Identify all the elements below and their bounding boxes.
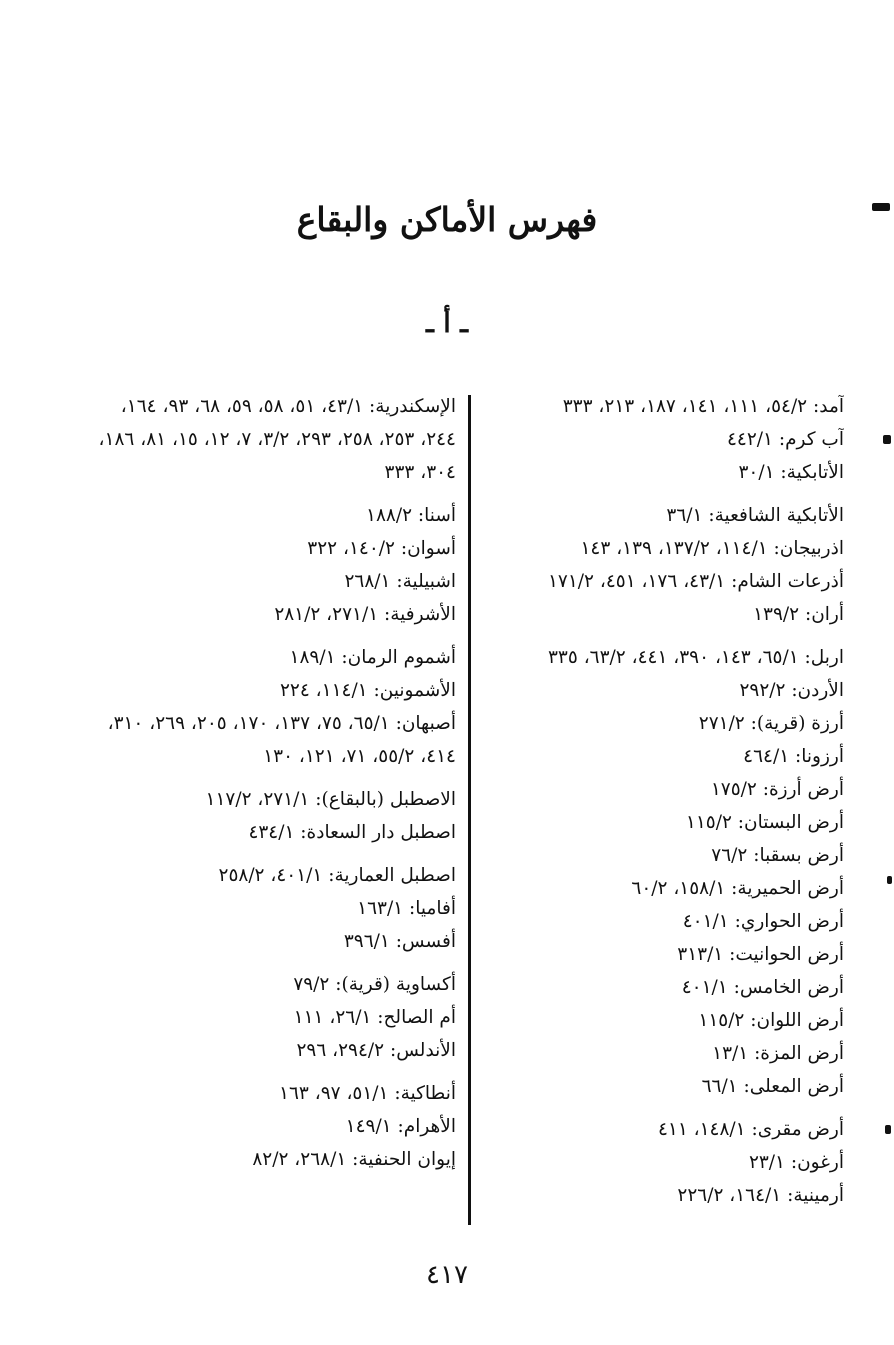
index-entry: أشموم الرمان: ١٨٩/١ — [289, 647, 456, 668]
index-entry: اصطبل العمارية: ٤٠١/١، ٢٥٨/٢ — [218, 865, 456, 886]
index-entry: أرزونا: ٤٦٤/١ — [743, 746, 844, 767]
edge-mark — [885, 1125, 891, 1134]
index-entry: أفسس: ٣٩٦/١ — [343, 931, 456, 952]
index-entry: اربل: ٦٥/١، ١٤٣، ٣٩٠، ٤٤١، ٦٣/٢، ٣٣٥ — [548, 647, 844, 668]
index-entry: أصبهان: ٦٥/١، ٧٥، ١٣٧، ١٧٠، ٢٠٥، ٢٦٩، ٣١٠، ٤١٤، ٥٥/٢، ٧١، ١٢١، ١٣٠ — [107, 713, 456, 767]
index-entry: الإسكندرية: ٤٣/١، ٥١، ٥٨، ٥٩، ٦٨، ٩٣، ١٦٤، ٢٤٤، ٢٥٣، ٢٥٨، ٢٩٣، ٣/٢، ٧، ١٢، ١٥، ٨١، ١٨٦، ٣٠٤، ٣٣٣ — [98, 396, 456, 483]
page-title: فهرس الأماكن والبقاع — [296, 200, 598, 239]
index-entry: أرض مقرى: ١٤٨/١، ٤١١ — [657, 1119, 844, 1140]
index-entry: الأردن: ٢٩٢/٢ — [739, 680, 844, 701]
edge-mark — [872, 203, 890, 211]
index-column-left — [84, 390, 456, 1176]
section-letter: ـ أ ـ — [425, 308, 469, 339]
index-entry: الأشمونين: ١١٤/١، ٢٢٤ — [279, 680, 456, 701]
index-entry: أرض أرزة: ١٧٥/٢ — [710, 779, 844, 800]
edge-mark — [883, 435, 891, 444]
index-entry: اصطبل دار السعادة: ٤٣٤/١ — [248, 822, 456, 843]
index-entry: أذرعات الشام: ٤٣/١، ١٧٦، ٤٥١، ١٧١/٢ — [547, 571, 844, 592]
index-entry: أرض بسقبا: ٧٦/٢ — [711, 845, 844, 866]
index-entry: أكساوية (قرية): ٧٩/٢ — [293, 974, 456, 995]
index-entry: الأشرفية: ٢٧١/١، ٢٨١/٢ — [274, 604, 456, 625]
index-entry: أسوان: ١٤٠/٢، ٣٢٢ — [307, 538, 456, 559]
index-entry: الأتابكية الشافعية: ٣٦/١ — [666, 505, 844, 526]
index-entry: أرض الحواري: ٤٠١/١ — [682, 911, 844, 932]
edge-mark — [887, 876, 892, 884]
index-entry: الأندلس: ٢٩٤/٢، ٢٩٦ — [296, 1040, 456, 1061]
page-number: ٤١٧ — [426, 1260, 468, 1290]
index-entry: أرض البستان: ١١٥/٢ — [685, 812, 844, 833]
index-entry: اشبيلية: ٢٦٨/١ — [344, 571, 456, 592]
index-entry: أرض المزة: ١٣/١ — [712, 1043, 844, 1064]
index-entry: أرزة (قرية): ٢٧١/٢ — [698, 713, 844, 734]
index-entry: أفاميا: ١٦٣/١ — [357, 898, 456, 919]
index-entry: أرض الحوانيت: ٣١٣/١ — [677, 944, 844, 965]
index-entry: اذربيجان: ١١٤/١، ١٣٧/٢، ١٣٩، ١٤٣ — [580, 538, 844, 559]
index-entry: أرمينية: ١٦٤/١، ٢٢٦/٢ — [677, 1185, 844, 1206]
index-column-right — [472, 390, 844, 1212]
index-entry: الاصطبل (بالبقاع): ٢٧١/١، ١١٧/٢ — [205, 789, 456, 810]
index-entry: أم الصالح: ٢٦/١، ١١١ — [293, 1007, 456, 1028]
index-entry: أرض اللوان: ١١٥/٢ — [698, 1010, 844, 1031]
index-entry: إيوان الحنفية: ٢٦٨/١، ٨٢/٢ — [252, 1149, 456, 1170]
index-entry: آب كرم: ٤٤٢/١ — [726, 429, 844, 450]
index-entry: الأهرام: ١٤٩/١ — [345, 1116, 456, 1137]
index-entry: الأتابكية: ٣٠/١ — [738, 462, 844, 483]
index-entry: أسنا: ١٨٨/٢ — [366, 505, 456, 526]
index-entry: أرض المعلى: ٦٦/١ — [701, 1076, 844, 1097]
index-entry: أرض الحميرية: ١٥٨/١، ٦٠/٢ — [631, 878, 844, 899]
index-entry: أنطاكية: ٥١/١، ٩٧، ١٦٣ — [279, 1083, 456, 1104]
index-entry: أرغون: ٢٣/١ — [748, 1152, 844, 1173]
index-entry: آمد: ٥٤/٢، ١١١، ١٤١، ١٨٧، ٢١٣، ٣٣٣ — [562, 396, 844, 417]
index-entry: أران: ١٣٩/٢ — [753, 604, 844, 625]
column-divider — [468, 395, 471, 1225]
index-entry: أرض الخامس: ٤٠١/١ — [681, 977, 844, 998]
